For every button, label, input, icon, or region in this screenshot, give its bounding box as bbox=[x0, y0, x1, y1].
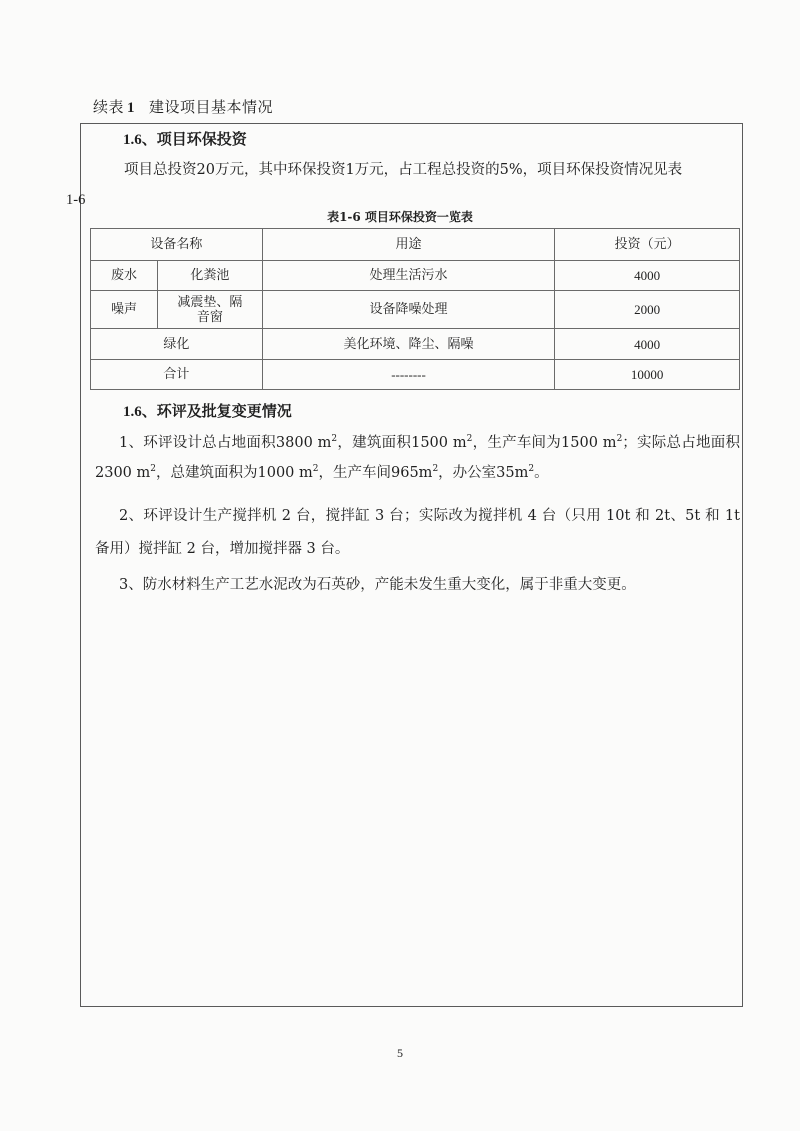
total-amount: 10000 bbox=[555, 360, 740, 390]
row-use: 美化环境、降尘、隔噪 bbox=[262, 329, 554, 360]
section-heading-changes bbox=[123, 400, 292, 421]
row-amount: 2000 bbox=[555, 291, 740, 329]
row-item: 减震垫、隔音窗 bbox=[157, 291, 262, 329]
section-number: 1.6、 bbox=[123, 404, 157, 420]
row-amount: 4000 bbox=[555, 329, 740, 360]
investment-paragraph-table-ref: 1-6 bbox=[66, 192, 86, 208]
row-category: 废水 bbox=[91, 261, 158, 291]
superscript: 2 bbox=[331, 434, 338, 445]
section-number: 1.6、 bbox=[123, 132, 157, 148]
section-heading-investment bbox=[123, 128, 247, 149]
table-header-row bbox=[91, 229, 740, 261]
change-item-2: 2、环评设计生产搅拌机 2 台，搅拌缸 3 台；实际改为搅拌机 4 台（只用 10t 和 2t、5t 和 1t 备用）搅拌缸 2 台，增加搅拌器 3 台。 bbox=[95, 508, 740, 557]
table-row bbox=[91, 261, 740, 291]
table-caption: 表1-6 项目环保投资一览表 bbox=[327, 210, 473, 224]
change-item-3: 3、防水材料生产工艺水泥改为石英砂，产能未发生重大变化，属于非重大变更。 bbox=[119, 577, 636, 593]
header-investment: 投资（元） bbox=[555, 229, 740, 261]
table-row bbox=[91, 329, 740, 360]
table-row bbox=[91, 291, 740, 329]
change-item-1-part: ，建筑面积1500 m bbox=[337, 435, 467, 451]
investment-paragraph bbox=[66, 155, 745, 215]
row-amount: 4000 bbox=[555, 261, 740, 291]
superscript: 2 bbox=[150, 464, 156, 475]
row-category: 噪声 bbox=[91, 291, 158, 329]
continued-title-text: 建设项目基本情况 bbox=[149, 98, 274, 116]
header-equipment-name: 设备名称 bbox=[91, 229, 263, 261]
total-label: 合计 bbox=[91, 360, 263, 390]
row-item: 化粪池 bbox=[157, 261, 262, 291]
header-use: 用途 bbox=[262, 229, 554, 261]
row-use: 设备降噪处理 bbox=[262, 291, 554, 329]
page-number: 5 bbox=[397, 1046, 403, 1060]
superscript: 2 bbox=[466, 434, 473, 445]
table-total-row bbox=[91, 360, 740, 390]
superscript: 2 bbox=[616, 434, 623, 445]
change-item-1-part: ，生产车间965m bbox=[318, 465, 433, 481]
investment-paragraph-text: 项目总投资20万元，其中环保投资1万元，占工程总投资的5%，项目环保投资情况见表 bbox=[124, 162, 683, 178]
superscript: 2 bbox=[432, 464, 439, 475]
section-title-text: 项目环保投资 bbox=[156, 130, 247, 148]
section-title-text: 环评及批复变更情况 bbox=[156, 402, 292, 420]
change-item-1-part: ；实际总占地面积2300 m bbox=[95, 435, 740, 481]
change-item-1-part: ，生产车间为1500 m bbox=[472, 435, 617, 451]
change-item-1-part: ，办公室35m bbox=[438, 465, 529, 481]
continued-number: 1 bbox=[127, 100, 136, 116]
change-item-1-part: 1、环评设计总占地面积3800 m bbox=[119, 435, 332, 451]
continued-table-title bbox=[93, 96, 273, 117]
superscript: 2 bbox=[312, 464, 319, 475]
row-use: 处理生活污水 bbox=[262, 261, 554, 291]
change-item-1-part: 。 bbox=[534, 465, 549, 481]
total-use: -------- bbox=[262, 360, 554, 390]
change-item-1-part: ，总建筑面积为1000 m bbox=[156, 465, 313, 481]
change-item-1 bbox=[95, 428, 740, 488]
row-name: 绿化 bbox=[91, 329, 263, 360]
continued-prefix: 续表 bbox=[93, 98, 125, 116]
superscript: 2 bbox=[528, 464, 535, 475]
investment-table bbox=[90, 228, 740, 390]
